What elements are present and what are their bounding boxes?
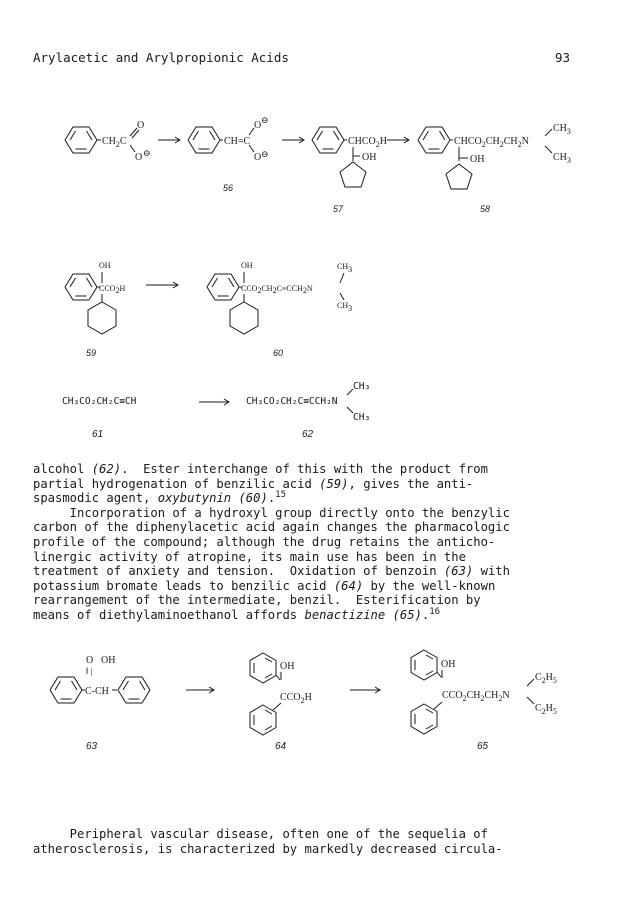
text-run: (64): [333, 578, 364, 593]
compound-63: [50, 655, 150, 752]
body-paragraph-1: [33, 462, 608, 623]
compound-59: [65, 261, 125, 358]
label-59: 59: [86, 348, 97, 358]
svg-text:CH3: CH3: [337, 301, 353, 313]
text-run: .: [267, 491, 276, 506]
arrow-61-62: [199, 399, 229, 405]
text-run: potassium bromate leads to benzilic acid: [33, 578, 334, 593]
svg-text:OH: OH: [280, 661, 295, 672]
label-57: 57: [333, 204, 344, 214]
body-paragraph-2: [33, 827, 608, 856]
svg-text:CCO2CH2CH2N: $CCO_2CH_2CH_2N$: [442, 690, 510, 703]
text-run: , gives the anti-: [348, 476, 474, 491]
svg-text:CHCO2H: $CHCO_2H$: [348, 136, 388, 149]
text-run: .: [421, 607, 430, 622]
svg-text:⊖: ⊖: [143, 148, 151, 158]
page-number: 93: [555, 50, 571, 65]
svg-text:O: O: [137, 120, 145, 131]
svg-text:OH: OH: [101, 655, 116, 666]
text-line: [33, 520, 608, 535]
label-62: 62: [302, 429, 314, 440]
text-line: [33, 506, 608, 521]
compound-57: [312, 127, 387, 214]
text-run: partial hydrogenation of benzilic acid: [33, 476, 320, 491]
text-run: linergic activity of atropine, its main use has been in the: [33, 549, 466, 564]
compound-62: [246, 381, 370, 440]
svg-text:CH3: $CH_3$: [553, 152, 571, 165]
svg-text:CH3: $CH_3$: [553, 123, 571, 136]
text-line: [33, 593, 608, 608]
footnote-ref: 16: [429, 606, 441, 617]
compound-61: [62, 396, 137, 440]
text-run: (65): [392, 607, 422, 622]
svg-text:OH: OH: [362, 152, 377, 163]
text-line: [33, 842, 608, 857]
svg-text:CH=C: CH=C: [224, 136, 251, 147]
compound-64: [250, 653, 312, 752]
svg-text:CCO2CH2C≡CCH2N: CCO2CH2C≡CCH2N: [241, 284, 313, 295]
svg-text:OH: OH: [99, 261, 111, 270]
svg-text:CHCO2CH2CH2N: $CHCO_2CH_2CH_2N$: [454, 136, 529, 149]
text-line: [33, 491, 608, 506]
arrow-63-64: [186, 687, 214, 693]
svg-text:CCO2H: $CCO_2H$: [280, 692, 312, 705]
compound-60: [207, 261, 352, 358]
text-run: (59): [319, 476, 349, 491]
text-line: [33, 564, 608, 579]
footnote-ref: 15: [275, 490, 287, 501]
label-56: 56: [223, 183, 234, 193]
svg-text:O: O: [135, 152, 143, 163]
text-run: (63): [443, 564, 474, 579]
text-run: with: [473, 564, 510, 579]
text-run: atherosclerosis, is characterized by markedly decreased circula-: [33, 841, 503, 856]
text-line: [33, 477, 608, 492]
text-run: alcohol: [33, 462, 92, 476]
svg-text:CH₃: CH₃: [353, 412, 371, 423]
svg-text:O: O: [254, 120, 262, 131]
text-run: benactizine: [304, 607, 386, 622]
running-title: Arylacetic and Arylpropionic Acids: [33, 50, 289, 65]
svg-text:C2H5: $C_2H_5$: [535, 703, 557, 716]
svg-text:OH: OH: [241, 261, 253, 270]
svg-text:O: O: [86, 655, 94, 666]
label-60: 60: [273, 348, 284, 358]
svg-text:⊖: ⊖: [261, 149, 269, 159]
text-run: carbon of the diphenylacetic acid again changes the pharmacologic: [33, 520, 510, 535]
svg-text:CH3: CH3: [337, 262, 353, 274]
text-line: [33, 550, 608, 565]
svg-text:C2H5: $C_2H_5$: [535, 672, 557, 685]
label-64: 64: [275, 741, 287, 752]
label-61: 61: [92, 429, 104, 440]
text-run: rearrangement of the intermediate, benzil. Esterification by: [33, 593, 481, 608]
svg-text:C-CH: C-CH: [85, 686, 109, 697]
svg-text:‖ |: ‖ |: [86, 666, 93, 676]
svg-text:CCO2H: CCO2H: [99, 284, 126, 295]
text-run: means of diethylaminoethanol affords: [33, 607, 305, 622]
label-58: 58: [480, 204, 491, 214]
compound-58: [418, 123, 571, 214]
compound-56: [188, 115, 269, 193]
text-line: [33, 462, 608, 477]
svg-text:⊖: ⊖: [261, 115, 269, 125]
arrow-64-65: [350, 687, 380, 693]
text-run: spasmodic agent,: [33, 491, 158, 506]
text-run: (62): [91, 462, 122, 476]
svg-text:CH₃CO₂CH₂C≡CCH₂N: CH₃CO₂CH₂C≡CCH₂N: [246, 396, 338, 407]
svg-text:CH₃: CH₃: [353, 381, 371, 392]
compound-65: [411, 650, 557, 752]
text-run: profile of the compound; although the drug retains the anticho-: [33, 534, 496, 549]
text-line: [33, 827, 608, 842]
svg-text:OH: OH: [470, 154, 485, 165]
reactant-phenylacetate: [65, 120, 151, 163]
text-line: [33, 535, 608, 550]
text-run: Incorporation of a hydroxyl group directly onto the benzylic: [33, 505, 510, 520]
label-63: 63: [86, 741, 98, 752]
text-run: Peripheral vascular disease, often one of the sequelia of: [33, 827, 488, 841]
text-run: (60): [238, 491, 268, 506]
text-run: [385, 608, 392, 622]
text-run: treatment of anxiety and tension. Oxidation of benzoin: [33, 564, 444, 579]
svg-text:CH₃CO₂CH₂C≡CH: CH₃CO₂CH₂C≡CH: [62, 396, 137, 407]
svg-text:CH2C: $CH_2C$: [102, 136, 127, 149]
svg-text:OH: OH: [441, 659, 456, 670]
text-run: . Ester interchange of this with the product from: [121, 462, 488, 476]
text-run: by the well-known: [363, 578, 496, 593]
text-run: oxybutynin: [157, 491, 232, 506]
svg-text:O: O: [254, 152, 262, 163]
arrow-59-60: [146, 282, 178, 288]
text-line: [33, 608, 608, 623]
label-65: 65: [477, 741, 489, 752]
text-line: [33, 579, 608, 594]
